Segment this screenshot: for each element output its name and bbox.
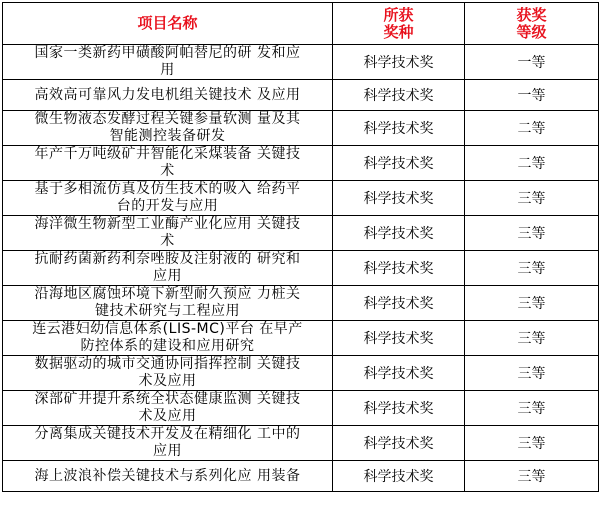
header-award-type [333,3,465,45]
award-level-cell: 三等 [465,181,599,216]
project-name-cell [3,426,333,461]
project-name-cell [3,251,333,286]
award-type-cell: 科学技术奖 [333,146,465,181]
project-name-line1: 年产千万吨级矿井智能化采煤装备 关键技 [34,146,301,162]
award-level-cell: 三等 [465,356,599,391]
awards-table [2,2,599,492]
award-level-cell: 三等 [465,391,599,426]
project-name-line1: 连云港妇幼信息体系(LIS-MC)平台 在早产 [32,321,303,337]
project-name-line1: 国家一类新药甲磺酸阿帕替尼的研 发和应 [34,45,301,61]
table-row [3,80,599,111]
header-award-type-line1: 所获 [383,5,414,24]
project-name-line1: 抗耐药菌新药利奈唑胺及注射液的 研究和 [34,251,301,267]
award-level-cell: 二等 [465,111,599,146]
project-name-cell [3,356,333,391]
award-type-cell: 科学技术奖 [333,286,465,321]
award-type-cell: 科学技术奖 [333,251,465,286]
project-name-line2: 应用 [153,268,182,284]
project-name-cell [3,111,333,146]
project-name-line1: 海上波浪补偿关键技术与系列化应 用装备 [34,467,301,484]
table-row [3,111,599,146]
project-name-line1: 数据驱动的城市交通协同指挥控制 关键技 [34,356,301,372]
award-type-cell: 科学技术奖 [333,111,465,146]
project-name-line1: 深部矿井提升系统全状态健康监测 关键技 [34,391,301,407]
project-name-line2: 智能测控装备研发 [109,128,226,144]
project-name-line1: 海洋微生物新型工业酶产业化应用 关键技 [34,216,301,232]
header-project-name [3,3,333,45]
project-name-line2: 防控体系的建设和应用研究 [80,338,255,354]
project-name-line2: 术及应用 [138,408,197,424]
project-name-line1: 沿海地区腐蚀环境下新型耐久预应 力桩关 [34,286,301,302]
project-name-line2: 术 [160,233,175,249]
project-name-line2: 台的开发与应用 [116,198,219,214]
project-name-cell [3,45,333,80]
award-level-cell: 三等 [465,461,599,492]
header-award-type-line2: 奖种 [383,22,414,41]
header-project-name-label: 项目名称 [137,14,198,32]
project-name-cell [3,286,333,321]
project-name-cell [3,80,333,111]
project-name-cell [3,146,333,181]
project-name-line2: 用 [160,62,175,78]
header-award-level-line2: 等级 [516,22,547,41]
award-type-cell: 科学技术奖 [333,216,465,251]
award-level-cell: 三等 [465,426,599,461]
project-name-line2: 术 [160,163,175,179]
table-row [3,45,599,80]
table-row [3,181,599,216]
award-type-cell: 科学技术奖 [333,181,465,216]
project-name-line2: 键技术研究与工程应用 [95,303,240,319]
project-name-cell [3,181,333,216]
award-level-cell: 三等 [465,216,599,251]
award-type-cell: 科学技术奖 [333,391,465,426]
header-award-level-line1: 获奖 [516,5,547,24]
header-award-level [465,3,599,45]
award-level-cell: 三等 [465,286,599,321]
award-level-cell: 一等 [465,45,599,80]
project-name-cell [3,321,333,356]
award-type-cell: 科学技术奖 [333,45,465,80]
table-row [3,251,599,286]
project-name-cell [3,461,333,492]
project-name-line2: 应用 [153,443,182,459]
award-level-cell: 二等 [465,146,599,181]
awards-table-container [2,2,599,492]
project-name-line1: 高效高可靠风力发电机组关键技术 及应用 [34,86,301,103]
table-row [3,356,599,391]
award-type-cell: 科学技术奖 [333,356,465,391]
project-name-line1: 微生物液态发酵过程关键参量软测 量及其 [34,111,301,127]
table-row [3,216,599,251]
table-header-row [3,3,599,45]
table-row [3,146,599,181]
table-row [3,321,599,356]
award-type-cell: 科学技术奖 [333,321,465,356]
project-name-line1: 基于多相流仿真及仿生技术的吸入 给药平 [34,181,301,197]
table-row [3,461,599,492]
award-level-cell: 一等 [465,80,599,111]
table-body [3,45,599,492]
project-name-line1: 分离集成关键技术开发及在精细化 工中的 [34,426,301,442]
project-name-line2: 术及应用 [138,373,197,389]
award-type-cell: 科学技术奖 [333,80,465,111]
table-row [3,391,599,426]
table-row [3,426,599,461]
table-row [3,286,599,321]
award-level-cell: 三等 [465,251,599,286]
project-name-cell [3,216,333,251]
project-name-cell [3,391,333,426]
award-type-cell: 科学技术奖 [333,461,465,492]
award-type-cell: 科学技术奖 [333,426,465,461]
award-level-cell: 三等 [465,321,599,356]
